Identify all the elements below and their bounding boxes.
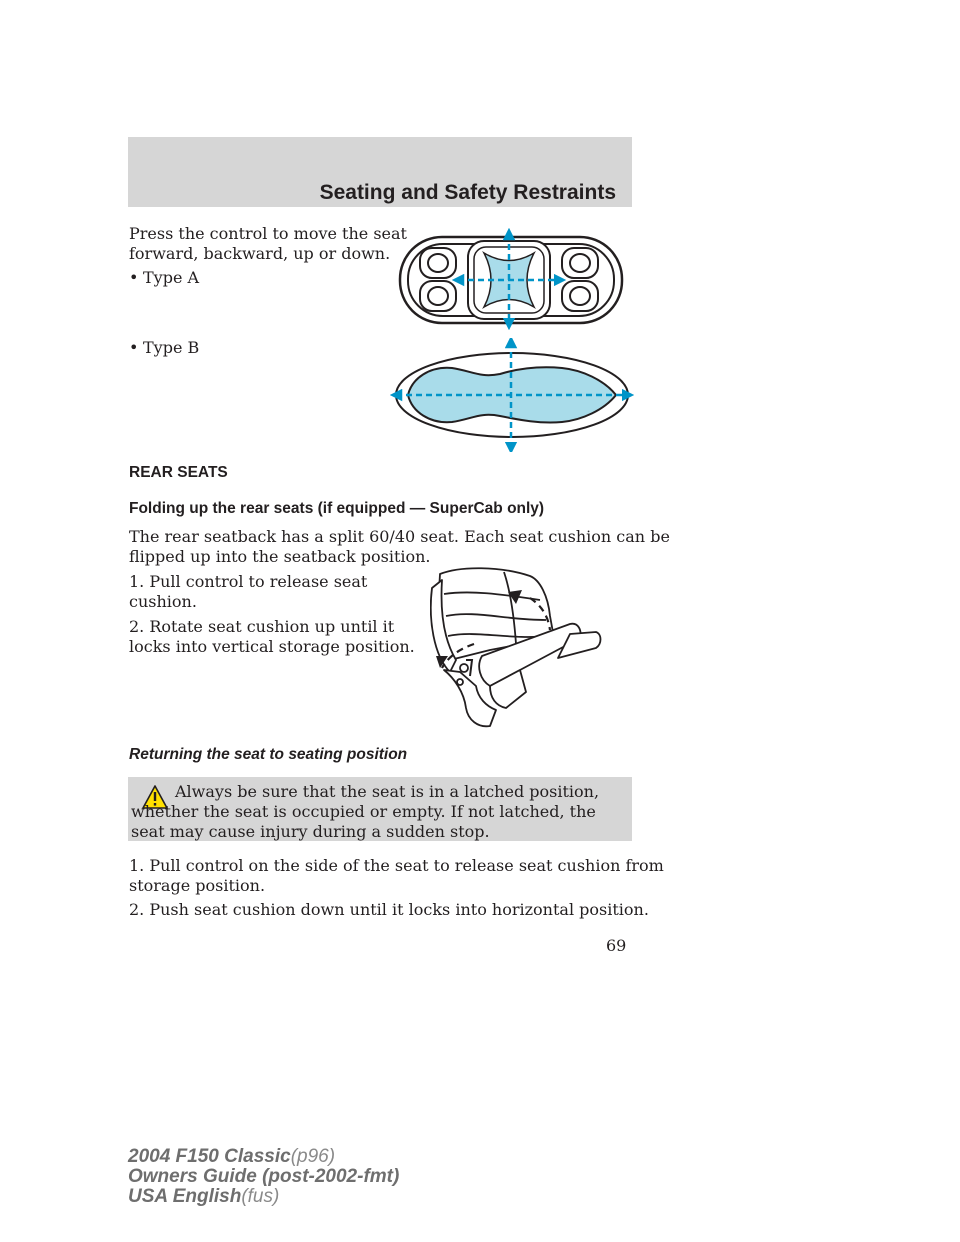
footer-line-2: Owners Guide (post-2002-fmt) xyxy=(128,1166,400,1187)
warning-box xyxy=(128,777,632,841)
type-a-label: Type A xyxy=(143,268,200,287)
intro-line-1: Press the control to move the seat xyxy=(129,224,407,243)
bullet-type-b xyxy=(129,338,199,358)
fold-step-2-line-1: 2. Rotate seat cushion up until it xyxy=(129,617,395,636)
bullet-dot: • xyxy=(129,338,139,357)
warning-text: Always be sure that the seat is in a latched position, whether the seat is occupied or empty. If not latched, the seat may cause injury during a sudden stop. xyxy=(131,782,600,841)
fold-step-1-line-2: cushion. xyxy=(129,592,197,611)
type-b-seat-control-illustration xyxy=(390,338,634,452)
rear-seat-folding-illustration xyxy=(430,560,606,736)
return-step-1-line-2: storage position. xyxy=(129,876,266,895)
return-step-2: 2. Push seat cushion down until it locks into horizontal position. xyxy=(129,900,649,919)
rear-seats-desc-line-2: flipped up into the seatback position. xyxy=(129,547,431,566)
rear-seats-heading: REAR SEATS xyxy=(129,464,228,481)
type-a-seat-control-illustration xyxy=(396,228,626,330)
bullet-type-a xyxy=(129,268,199,288)
footer-line-3: USA English(fus) xyxy=(128,1186,280,1207)
rear-seats-subheading: Folding up the rear seats (if equipped — SuperCab only) xyxy=(129,500,545,517)
return-step-1-line-1: 1. Pull control on the side of the seat to release seat cushion from xyxy=(129,856,664,875)
fold-step-2-line-2: locks into vertical storage position. xyxy=(129,637,415,656)
section-header xyxy=(128,137,632,207)
intro-line-2: forward, backward, up or down. xyxy=(129,244,391,263)
type-b-label: Type B xyxy=(143,338,200,357)
fold-step-1-line-1: 1. Pull control to release seat xyxy=(129,572,368,591)
returning-heading: Returning the seat to seating position xyxy=(129,746,408,763)
section-title: Seating and Safety Restraints xyxy=(319,181,616,204)
rear-seats-desc-line-1: The rear seatback has a split 60/40 seat. Each seat cushion can be xyxy=(129,527,670,546)
footer-line-1: 2004 F150 Classic(p96) xyxy=(128,1146,336,1167)
page-number: 69 xyxy=(606,936,627,955)
document-footer xyxy=(128,1147,399,1207)
bullet-dot: • xyxy=(129,268,139,287)
